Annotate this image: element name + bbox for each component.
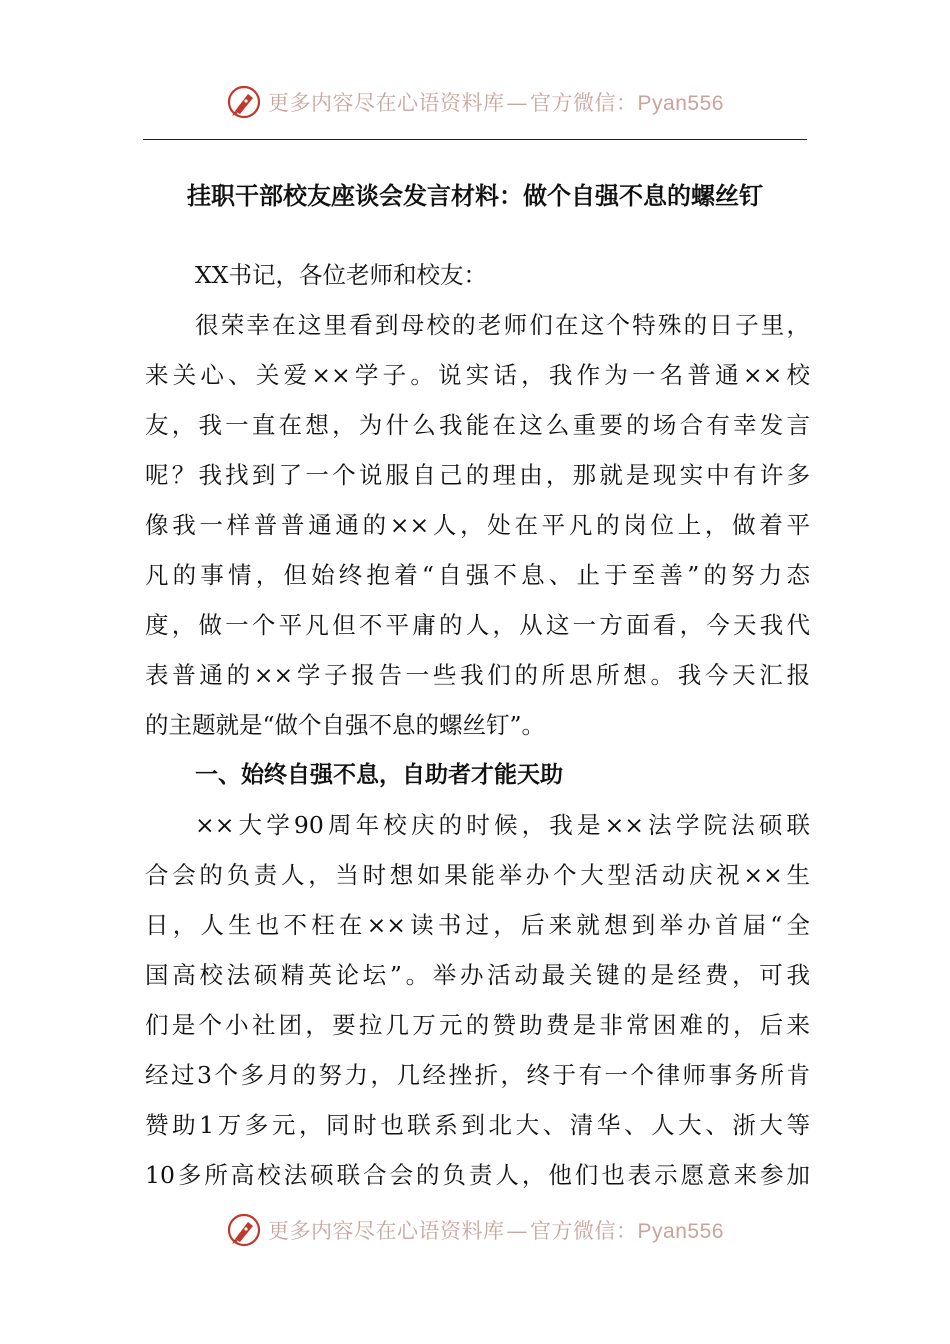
header-watermark [0, 80, 950, 124]
paragraph-line: 来关心、关爱××学子。说实话，我作为一名普通××校 [145, 361, 810, 389]
paragraph-line: 赞助1万多元，同时也联系到北大、清华、人大、浙大等 [145, 1111, 810, 1139]
paragraph-line: 10多所高校法硕联合会的负责人，他们也表示愿意来参加 [145, 1161, 810, 1189]
paragraph-line: 合会的负责人，当时想如果能举办个大型活动庆祝××生 [145, 861, 810, 889]
paragraph-line: ××大学90周年校庆的时候，我是××法学院法硕联 [195, 811, 810, 839]
pen-nib-logo-icon [226, 84, 262, 120]
header-divider [143, 139, 807, 140]
paragraph-line: 日，人生也不枉在××读书过，后来就想到举办首届“全 [145, 911, 810, 939]
paragraph-line: 很荣幸在这里看到母校的老师们在这个特殊的日子里， [195, 311, 810, 339]
paragraph-line: 友，我一直在想，为什么我能在这么重要的场合有幸发言 [145, 411, 810, 439]
pen-nib-logo-icon [226, 1212, 262, 1248]
paragraph-line: 表普通的××学子报告一些我们的所思所想。我今天汇报 [145, 661, 810, 689]
paragraph-line: 国高校法硕精英论坛”。举办活动最关键的是经费，可我 [145, 961, 810, 989]
paragraph-line: 像我一样普普通通的××人，处在平凡的岗位上，做着平 [145, 511, 810, 539]
watermark-text: 更多内容尽在心语资料库—官方微信：Pyan556 [268, 1219, 724, 1243]
footer-watermark [0, 1208, 950, 1252]
paragraph-line: 们是个小社团，要拉几万元的赞助费是非常困难的，后来 [145, 1011, 810, 1039]
document-title: 挂职干部校友座谈会发言材料：做个自强不息的螺丝钉 [187, 182, 763, 210]
paragraph-line: 凡的事情，但始终抱着“自强不息、止于至善”的努力态 [145, 561, 810, 589]
paragraph-line: 经过3个多月的努力，几经挫折，终于有一个律师事务所肯 [145, 1061, 810, 1089]
paragraph-line: 度，做一个平凡但不平庸的人，从这一方面看，今天我代 [145, 611, 810, 639]
paragraph-line: 呢？我找到了一个说服自己的理由，那就是现实中有许多 [145, 461, 810, 489]
watermark-text: 更多内容尽在心语资料库—官方微信：Pyan556 [268, 91, 724, 115]
salutation: XX书记，各位老师和校友： [195, 261, 487, 289]
section-heading: 一、始终自强不息，自助者才能天助 [195, 762, 563, 788]
document-body [145, 250, 810, 1200]
paragraph-line: 的主题就是“做个自强不息的螺丝钉”。 [145, 711, 546, 739]
